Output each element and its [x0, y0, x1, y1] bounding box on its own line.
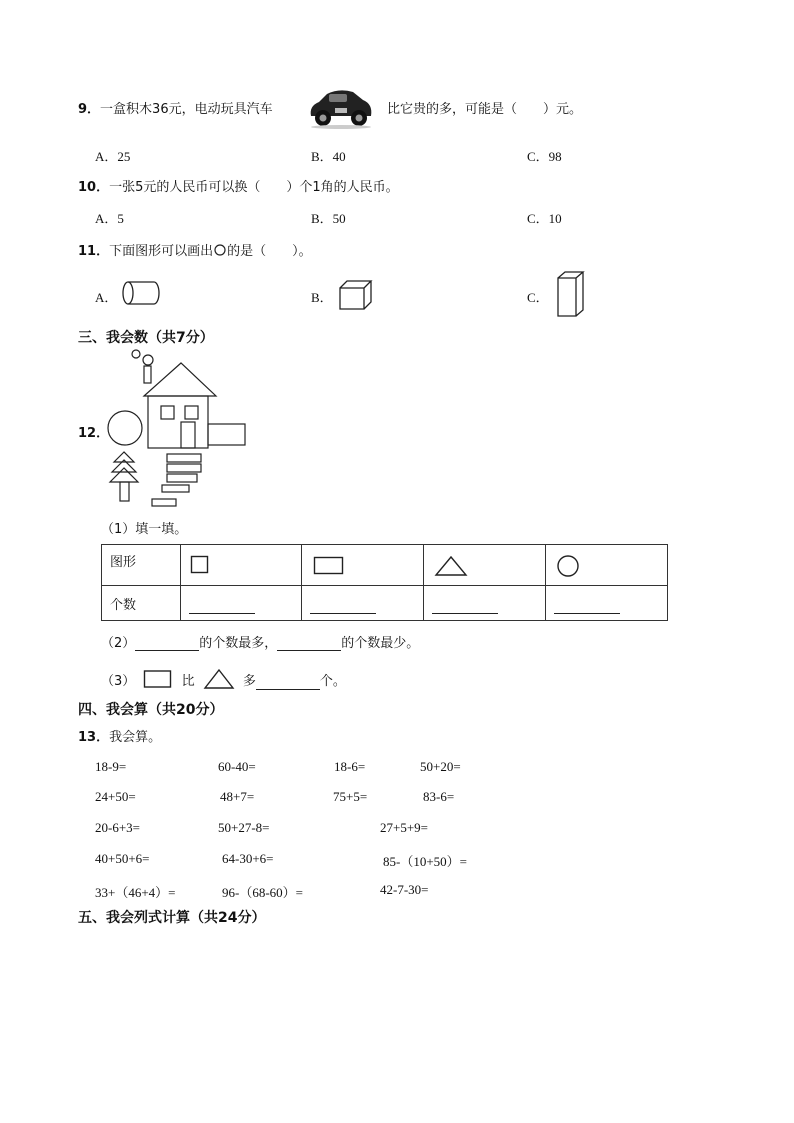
- q11-stem: 11．下面图形可以画出 的是（ ）。: [78, 244, 312, 259]
- square-icon: [190, 555, 210, 575]
- table-header-count: 个数: [102, 586, 181, 621]
- circle-icon: [556, 554, 580, 578]
- calc-item[interactable]: 83-6=: [423, 789, 455, 804]
- calc-item[interactable]: 64-30+6=: [222, 851, 274, 866]
- calc-item[interactable]: 27+5+9=: [380, 820, 428, 835]
- calc-item[interactable]: 96-（68-60）=: [222, 885, 303, 900]
- rectangle-icon: [143, 669, 173, 689]
- q9-stem-end: 比它贵的多，可能是（ ）元。: [387, 102, 583, 117]
- calc-item[interactable]: 75+5=: [333, 789, 368, 804]
- q12-part1: （1）填一填。: [101, 522, 188, 537]
- q10-stem: 10．一张5元的人民币可以换（ ）个1角的人民币。: [78, 180, 399, 195]
- calc-item[interactable]: 50+20=: [420, 759, 461, 774]
- table-cell-rectangle: [302, 545, 424, 586]
- table-row-counts: [102, 586, 668, 621]
- q12-part2: （2） 的个数最多， 的个数最少。: [101, 636, 420, 651]
- q9-option-a[interactable]: A．25: [95, 149, 131, 164]
- toy-car-icon: [305, 86, 377, 130]
- answer-blank-triangle[interactable]: [424, 586, 546, 621]
- q11-option-a-label[interactable]: A．: [95, 290, 118, 305]
- q12-number: 12．: [78, 426, 110, 441]
- q13-stem: 13．我会算。: [78, 730, 162, 745]
- calc-item[interactable]: 18-9=: [95, 759, 127, 774]
- section-3-title: 三、我会数（共7分）: [78, 330, 214, 346]
- cylinder-icon[interactable]: [122, 280, 162, 306]
- q9-option-b[interactable]: B．40: [311, 149, 346, 164]
- section-4-title: 四、我会算（共20分）: [78, 702, 224, 718]
- answer-blank-difference[interactable]: [256, 675, 320, 690]
- cube-icon[interactable]: [338, 279, 374, 311]
- calc-item[interactable]: 18-6=: [334, 759, 366, 774]
- calc-item[interactable]: 48+7=: [220, 789, 255, 804]
- q9-option-c[interactable]: C．98: [527, 149, 562, 164]
- calc-item[interactable]: 50+27-8=: [218, 820, 270, 835]
- calc-item[interactable]: 85-（10+50）=: [383, 854, 467, 869]
- calc-item[interactable]: 33+（46+4）=: [95, 885, 176, 900]
- rectangle-icon: [313, 556, 345, 576]
- answer-blank-rectangle[interactable]: [302, 586, 424, 621]
- q9-stem: 9．一盒积木36元，电动玩具汽车: [78, 102, 273, 117]
- table-header-shape: 图形: [102, 545, 181, 586]
- table-cell-circle: [546, 545, 668, 586]
- q12-part3: （3） 比 多 个。: [101, 668, 346, 690]
- table-cell-square: [181, 545, 302, 586]
- q10-option-c[interactable]: C．10: [527, 211, 562, 226]
- answer-blank-least[interactable]: [277, 636, 341, 651]
- calc-item[interactable]: 60-40=: [218, 759, 256, 774]
- q11-option-b-label[interactable]: B．: [311, 290, 333, 305]
- table-row-shapes: [102, 545, 668, 586]
- calc-item[interactable]: 40+50+6=: [95, 851, 150, 866]
- cuboid-icon[interactable]: [556, 270, 586, 318]
- calc-item[interactable]: 42-7-30=: [380, 882, 429, 897]
- calc-item[interactable]: 20-6+3=: [95, 820, 140, 835]
- answer-blank-most[interactable]: [135, 636, 199, 651]
- house-shapes-picture: [104, 348, 249, 510]
- triangle-icon: [203, 668, 235, 690]
- q11-option-c-label[interactable]: C．: [527, 290, 549, 305]
- circle-shape-icon: [214, 244, 226, 256]
- answer-blank-circle[interactable]: [546, 586, 668, 621]
- answer-blank-square[interactable]: [181, 586, 302, 621]
- q10-option-b[interactable]: B．50: [311, 211, 346, 226]
- triangle-icon: [434, 555, 468, 577]
- count-table: [101, 544, 668, 621]
- q10-option-a[interactable]: A．5: [95, 211, 124, 226]
- table-cell-triangle: [424, 545, 546, 586]
- calc-item[interactable]: 24+50=: [95, 789, 136, 804]
- section-5-title: 五、我会列式计算（共24分）: [78, 910, 266, 926]
